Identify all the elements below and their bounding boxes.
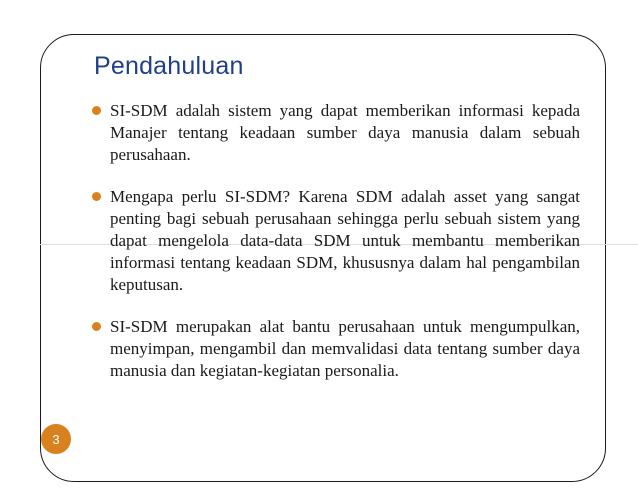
- bullet-dot-icon: [92, 106, 101, 115]
- bullet-item: [90, 186, 580, 296]
- bullet-dot-icon: [92, 322, 101, 331]
- bullet-dot-icon: [92, 192, 101, 201]
- slide-title: Pendahuluan: [94, 52, 244, 80]
- bullet-item: [90, 100, 580, 166]
- page-number-badge: 3: [41, 424, 71, 454]
- bullet-item: [90, 316, 580, 382]
- bullet-text: SI-SDM adalah sistem yang dapat memberikan informasi kepada Manajer tentang keadaan sumber daya manusia dalam sebuah perusahaan.: [110, 101, 580, 164]
- bullet-text: Mengapa perlu SI-SDM? Karena SDM adalah asset yang sangat penting bagi sebuah perusahaan sehingga perlu sebuah sistem yang dapat mengelola data-data SDM untuk membantu memberikan informasi tentang keadaan SDM, khususnya dalam hal pengambilan keputusan.: [110, 187, 580, 294]
- bullet-text: SI-SDM merupakan alat bantu perusahaan untuk mengumpulkan, menyimpan, mengambil dan memvalidasi data tentang sumber daya manusia dan kegiatan-kegiatan personalia.: [110, 317, 580, 380]
- bullet-list: [90, 100, 580, 382]
